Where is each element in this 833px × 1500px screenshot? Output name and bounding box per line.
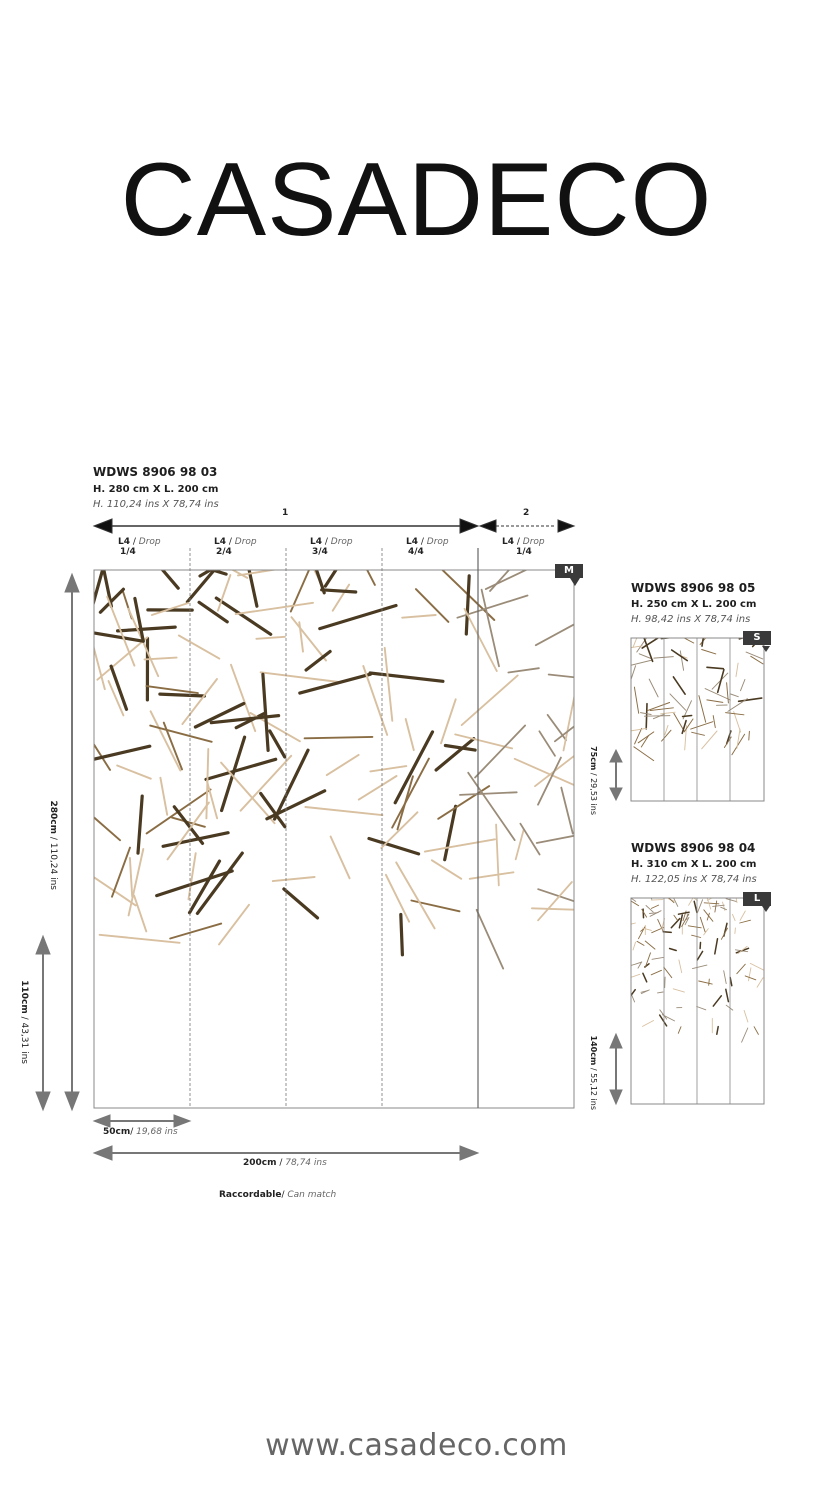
needle-stroke: [633, 942, 636, 950]
needle-stroke: [694, 901, 697, 912]
needle-stroke: [160, 778, 167, 815]
needle-stroke: [639, 654, 651, 659]
needle-stroke: [97, 637, 147, 679]
needle-stroke: [708, 894, 721, 901]
needle-stroke: [731, 694, 739, 697]
needle-stroke: [739, 698, 762, 701]
needle-stroke: [73, 746, 149, 764]
needle-stroke: [645, 941, 655, 949]
needle-stroke: [737, 964, 746, 974]
needle-stroke: [665, 725, 668, 734]
needle-stroke: [275, 750, 308, 819]
needle-stroke: [151, 711, 181, 770]
main-size-in: H. 110,24 ins X 78,74 ins: [93, 499, 219, 510]
size-badge-m: M: [555, 564, 583, 578]
size-badge-l: L: [743, 892, 771, 906]
needle-stroke: [702, 731, 717, 749]
main-strip-dividers: [190, 548, 382, 1108]
needle-stroke: [206, 759, 276, 779]
needle-stroke: [385, 648, 393, 721]
large-panel-frame: [631, 898, 764, 1104]
needle-stroke: [692, 732, 705, 735]
needle-stroke: [649, 679, 658, 697]
large-height-arrow: [610, 1034, 622, 1104]
needle-stroke: [697, 951, 702, 960]
needle-stroke: [653, 714, 664, 719]
needle-stroke: [644, 716, 670, 717]
needle-stroke: [728, 699, 748, 712]
small-height-label: 75cm / 29,53 ins: [589, 746, 598, 815]
website-url: www.casadeco.com: [265, 1428, 568, 1463]
needle-stroke: [746, 652, 763, 659]
needle-stroke: [150, 726, 212, 742]
needle-stroke: [671, 919, 679, 928]
large-size-in: H. 122,05 ins X 78,74 ins: [631, 874, 757, 885]
needle-stroke: [707, 667, 723, 668]
strip-label: L4 / Drop 1/4: [118, 537, 161, 557]
needle-stroke: [270, 731, 285, 757]
needle-stroke: [475, 726, 525, 778]
needle-stroke: [248, 565, 257, 606]
needle-stroke: [715, 939, 718, 954]
needle-stroke: [749, 968, 751, 981]
main-product-ref: WDWS 8906 98 03: [93, 465, 218, 479]
needle-stroke: [470, 872, 514, 879]
needle-stroke: [189, 853, 196, 899]
needle-stroke: [713, 716, 715, 728]
needle-stroke: [305, 737, 373, 738]
needle-stroke: [170, 924, 221, 939]
needle-stroke: [704, 910, 713, 922]
needle-stroke: [689, 896, 695, 906]
needle-stroke: [160, 694, 205, 696]
needle-stroke: [284, 889, 318, 918]
needle-stroke: [740, 920, 751, 923]
strip-label: L4 / Drop 1/4: [502, 537, 545, 557]
needle-stroke: [631, 898, 636, 901]
needle-stroke: [740, 911, 745, 920]
needle-stroke: [221, 763, 275, 824]
height-label-main: 280cm / 110,24 ins: [48, 800, 58, 890]
needle-stroke: [757, 978, 763, 987]
needle-stroke: [138, 796, 142, 853]
needle-stroke: [641, 713, 652, 715]
small-size-in: H. 98,42 ins X 78,74 ins: [631, 614, 751, 625]
needle-stroke: [634, 687, 638, 713]
large-strip-dividers: [664, 898, 730, 1104]
needle-stroke: [679, 960, 682, 973]
needle-stroke: [717, 1027, 718, 1035]
needle-stroke: [256, 637, 285, 639]
needle-stroke: [548, 715, 567, 740]
height-arrow-main: [65, 574, 79, 1110]
needle-stroke: [673, 677, 685, 694]
needle-stroke: [688, 926, 701, 928]
needle-stroke: [199, 602, 227, 622]
needle-stroke: [236, 603, 313, 614]
needle-stroke: [363, 666, 387, 735]
needle-stroke: [555, 717, 587, 742]
small-size-cm: H. 250 cm X L. 200 cm: [631, 599, 757, 610]
repeat-arrow-2: [480, 520, 574, 532]
large-size-cm: H. 310 cm X L. 200 cm: [631, 859, 757, 870]
needle-stroke: [468, 773, 515, 840]
needle-stroke: [721, 928, 727, 939]
total-width-label: 200cm / 78,74 ins: [243, 1158, 327, 1168]
needle-stroke: [726, 1005, 733, 1010]
needle-stroke: [754, 1027, 758, 1035]
needle-stroke: [697, 900, 702, 913]
needle-stroke: [322, 590, 356, 592]
needle-stroke: [707, 700, 723, 703]
needle-stroke: [683, 716, 692, 717]
needle-stroke: [737, 729, 740, 748]
strip-label: L4 / Drop 3/4: [310, 537, 353, 557]
needle-stroke: [658, 992, 664, 993]
needle-stroke: [680, 651, 683, 670]
needle-stroke: [749, 731, 750, 740]
main-pattern: [73, 541, 602, 969]
small-pattern: [622, 625, 770, 761]
needle-stroke: [692, 935, 701, 937]
needle-stroke: [195, 704, 243, 728]
needle-stroke: [532, 908, 602, 910]
repeat-arrow-1: [94, 519, 478, 533]
needle-stroke: [370, 673, 443, 681]
needle-stroke: [85, 613, 105, 689]
needle-stroke: [406, 719, 414, 750]
needle-stroke: [273, 877, 315, 881]
needle-stroke: [536, 619, 584, 645]
needle-stroke: [187, 568, 216, 602]
needle-stroke: [672, 650, 688, 661]
strip-label: L4 / Drop 4/4: [406, 537, 449, 557]
needle-stroke: [646, 906, 653, 913]
needle-stroke: [402, 615, 436, 618]
needle-stroke: [651, 970, 661, 975]
needle-stroke: [727, 683, 729, 703]
needle-stroke: [744, 1010, 748, 1022]
needle-stroke: [663, 932, 671, 933]
needle-stroke: [736, 663, 738, 677]
needle-stroke: [691, 722, 713, 729]
needle-stroke: [549, 675, 589, 679]
needle-stroke: [733, 914, 736, 920]
main-panel-frame: [94, 570, 574, 1108]
needle-stroke: [432, 860, 461, 879]
strip-label: L4 / Drop 2/4: [214, 537, 257, 557]
needle-stroke: [673, 897, 678, 906]
needle-stroke: [164, 723, 182, 770]
needle-stroke: [74, 800, 120, 840]
needle-stroke: [466, 576, 469, 634]
needle-stroke: [726, 989, 729, 1001]
needle-stroke: [718, 670, 724, 693]
needle-stroke: [238, 567, 289, 575]
needle-stroke: [130, 858, 132, 897]
needle-stroke: [369, 839, 419, 854]
needle-stroke: [702, 626, 705, 646]
needle-stroke: [643, 1021, 654, 1027]
needle-stroke: [650, 913, 659, 914]
needle-stroke: [331, 837, 350, 879]
needle-stroke: [401, 915, 403, 955]
strip-width-label: 50cm/ 19,68 ins: [103, 1127, 178, 1137]
needle-stroke: [179, 636, 219, 659]
large-product-ref: WDWS 8906 98 04: [631, 841, 756, 855]
needle-stroke: [441, 699, 456, 743]
needle-stroke: [634, 747, 654, 761]
needle-stroke: [462, 675, 518, 725]
needle-stroke: [425, 839, 495, 851]
main-size-cm: H. 280 cm X L. 200 cm: [93, 484, 219, 495]
needle-stroke: [678, 1027, 681, 1034]
needle-stroke: [633, 625, 642, 647]
needle-stroke: [641, 735, 648, 747]
large-height-label: 140cm / 55,12 ins: [589, 1035, 598, 1110]
needle-stroke: [95, 633, 142, 641]
needle-stroke: [381, 812, 417, 848]
large-pattern: [625, 889, 763, 1043]
needle-stroke: [386, 875, 409, 922]
needle-stroke: [359, 776, 397, 800]
needle-stroke: [637, 941, 644, 945]
needle-stroke: [370, 766, 406, 771]
needle-stroke: [724, 971, 727, 984]
needle-stroke: [88, 735, 110, 770]
small-product-ref: WDWS 8906 98 05: [631, 581, 756, 595]
needle-stroke: [735, 928, 736, 934]
needle-stroke: [392, 759, 429, 828]
needle-stroke: [112, 848, 130, 897]
needle-stroke: [325, 558, 344, 587]
needle-stroke: [649, 894, 652, 899]
needle-stroke: [661, 712, 676, 714]
needle-stroke: [626, 660, 652, 667]
needle-stroke: [482, 590, 499, 667]
needle-stroke: [292, 617, 327, 660]
needle-stroke: [333, 585, 349, 611]
needle-stroke: [742, 1028, 748, 1042]
needle-stroke: [75, 865, 136, 906]
needle-stroke: [702, 650, 716, 654]
needle-stroke: [300, 674, 371, 693]
needle-stroke: [670, 949, 677, 951]
needle-stroke: [508, 668, 539, 672]
needle-stroke: [741, 680, 745, 691]
needle-stroke: [299, 622, 303, 651]
needle-stroke: [700, 917, 705, 932]
needle-stroke: [100, 935, 180, 943]
needle-stroke: [460, 792, 517, 795]
needle-stroke: [687, 914, 688, 920]
needle-stroke: [134, 896, 146, 932]
needle-stroke: [730, 978, 732, 986]
needle-stroke: [168, 803, 209, 860]
needle-stroke: [520, 824, 539, 855]
needle-stroke: [327, 755, 359, 775]
needle-stroke: [713, 996, 721, 1006]
strip-width-arrow: [94, 1115, 190, 1127]
needle-stroke: [261, 672, 339, 682]
needle-stroke: [539, 731, 555, 756]
needle-stroke: [674, 915, 678, 920]
needle-stroke: [477, 910, 504, 969]
needle-stroke: [118, 627, 176, 631]
needle-stroke: [216, 598, 270, 634]
needle-stroke: [305, 807, 382, 815]
needle-stroke: [697, 1007, 706, 1010]
small-panel-frame: [631, 638, 764, 801]
needle-stroke: [219, 905, 249, 945]
needle-stroke: [496, 825, 499, 886]
needle-stroke: [699, 981, 713, 984]
needle-stroke: [320, 606, 396, 629]
needle-stroke: [356, 549, 375, 585]
needle-stroke: [751, 656, 763, 664]
small-strip-dividers: [664, 638, 730, 801]
needle-stroke: [642, 909, 647, 917]
needle-stroke: [643, 973, 647, 982]
needle-stroke: [745, 976, 756, 980]
needle-stroke: [673, 989, 684, 992]
needle-stroke: [709, 979, 710, 985]
height-label-sub: 110cm / 43,31 ins: [19, 980, 29, 1064]
repeat-1-label: 1: [282, 508, 289, 518]
needle-stroke: [699, 696, 706, 723]
repeat-2-label: 2: [523, 508, 530, 518]
needle-stroke: [669, 630, 693, 643]
needle-stroke: [117, 766, 151, 779]
needle-stroke: [207, 781, 217, 819]
main-badge-pointer: [570, 578, 580, 586]
needle-stroke: [652, 900, 663, 901]
needle-stroke: [664, 967, 672, 978]
needle-stroke: [564, 676, 579, 750]
needle-stroke: [516, 829, 524, 859]
needle-stroke: [561, 788, 573, 834]
needle-stroke: [651, 905, 658, 908]
needle-stroke: [538, 882, 572, 920]
size-badge-s: S: [743, 631, 771, 645]
needle-stroke: [625, 974, 640, 979]
small-height-arrow: [610, 750, 622, 800]
needle-stroke: [206, 749, 208, 818]
height-arrow-sub: [36, 936, 50, 1110]
needle-stroke: [713, 905, 725, 906]
needle-stroke: [623, 728, 647, 732]
needle-stroke: [445, 746, 475, 751]
match-label: Raccordable/ Can match: [219, 1190, 337, 1200]
needle-stroke: [652, 957, 663, 959]
needle-stroke: [638, 732, 654, 743]
needle-stroke: [693, 965, 707, 969]
needle-stroke: [750, 963, 763, 970]
brand-logo: CASADECO: [120, 142, 713, 258]
needle-stroke: [726, 899, 736, 902]
